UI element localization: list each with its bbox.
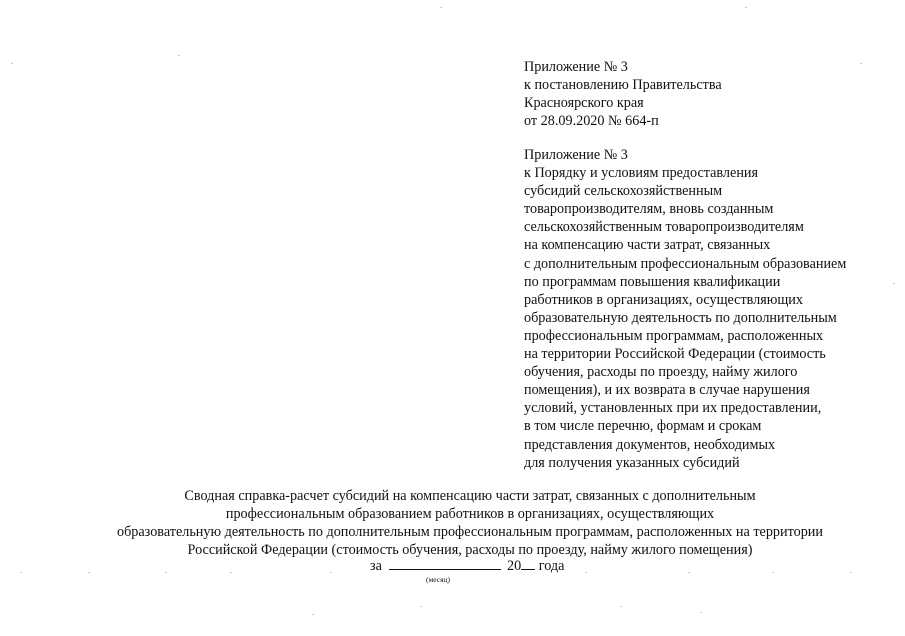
scan-speck — [20, 572, 22, 573]
appendix-line: работников в организациях, осуществляющих — [524, 291, 803, 308]
title-line: профессиональным образованием работников в организациях, осуществляющих — [225, 506, 715, 523]
scan-speck — [620, 606, 622, 607]
appendix-line: к Порядку и условиям предоставления — [524, 165, 759, 182]
scan-speck — [772, 572, 774, 573]
period-line — [370, 556, 564, 575]
year-prefix: 20 — [507, 558, 522, 574]
appendix-line: в том числе перечню, формам и срокам — [524, 418, 762, 435]
scan-speck — [893, 283, 895, 284]
title-line: Сводная справка-расчет субсидий на компенсацию части затрат, связанных с дополнительным — [184, 488, 756, 504]
appendix-line: помещения), и их возврата в случае нарушения — [524, 382, 810, 399]
appendix-line: Красноярского края — [524, 95, 644, 112]
appendix-line: к постановлению Правительства — [524, 77, 722, 94]
scan-speck — [585, 572, 587, 573]
appendix-line: на компенсацию части затрат, связанных — [524, 237, 771, 254]
scan-speck — [11, 63, 13, 64]
appendix-line: Приложение № 3 — [524, 147, 628, 163]
appendix-line: обучения, расходы по проезду, найму жилого — [524, 364, 798, 381]
scan-speck — [178, 55, 180, 56]
scan-speck — [860, 63, 862, 64]
title-line: образовательную деятельность по дополнительным профессиональным программам, расположенных на территории — [116, 524, 823, 541]
appendix-line: профессиональным программам, расположенных — [524, 327, 824, 344]
scan-speck — [700, 612, 702, 613]
scan-speck — [330, 572, 332, 573]
scan-speck — [688, 572, 690, 573]
scan-speck — [745, 7, 747, 8]
year-blank-field[interactable] — [521, 556, 535, 570]
appendix-line: по программам повышения квалификации — [524, 273, 781, 290]
appendix-line: субсидий сельскохозяйственным — [524, 183, 723, 200]
appendix-line: условий, установленных при их предоставлении, — [524, 400, 822, 417]
appendix-line: Приложение № 3 — [524, 59, 628, 75]
appendix-line: на территории Российской Федерации (стоимость — [524, 346, 826, 363]
appendix-line: образовательную деятельность по дополнительным — [524, 309, 837, 326]
scan-speck — [312, 614, 314, 615]
scan-speck — [440, 7, 442, 8]
document-title — [60, 487, 880, 559]
scan-speck — [850, 572, 852, 573]
month-caption: (месяц) — [426, 575, 451, 584]
appendix-line: от 28.09.2020 № 664-п — [524, 113, 659, 130]
appendix-line: с дополнительным профессиональным образованием — [524, 255, 847, 272]
month-blank-field[interactable] — [389, 556, 501, 570]
period-prefix: за — [370, 558, 382, 574]
scan-speck — [88, 572, 90, 573]
appendix-line: сельскохозяйственным товаропроизводителям — [524, 219, 804, 236]
period-suffix: года — [538, 558, 565, 574]
appendix-line: товаропроизводителям, вновь созданным — [524, 201, 774, 218]
scan-speck — [165, 572, 167, 573]
appendix-line: представления документов, необходимых — [524, 436, 776, 453]
appendix-line: для получения указанных субсидий — [524, 454, 740, 471]
scan-speck — [420, 606, 422, 607]
scan-speck — [230, 572, 232, 573]
appendix-government-block — [524, 58, 722, 130]
title-line: Российской Федерации (стоимость обучения, расходы по проезду, найму жилого помещения) — [187, 542, 753, 559]
appendix-procedure-block — [524, 146, 846, 472]
